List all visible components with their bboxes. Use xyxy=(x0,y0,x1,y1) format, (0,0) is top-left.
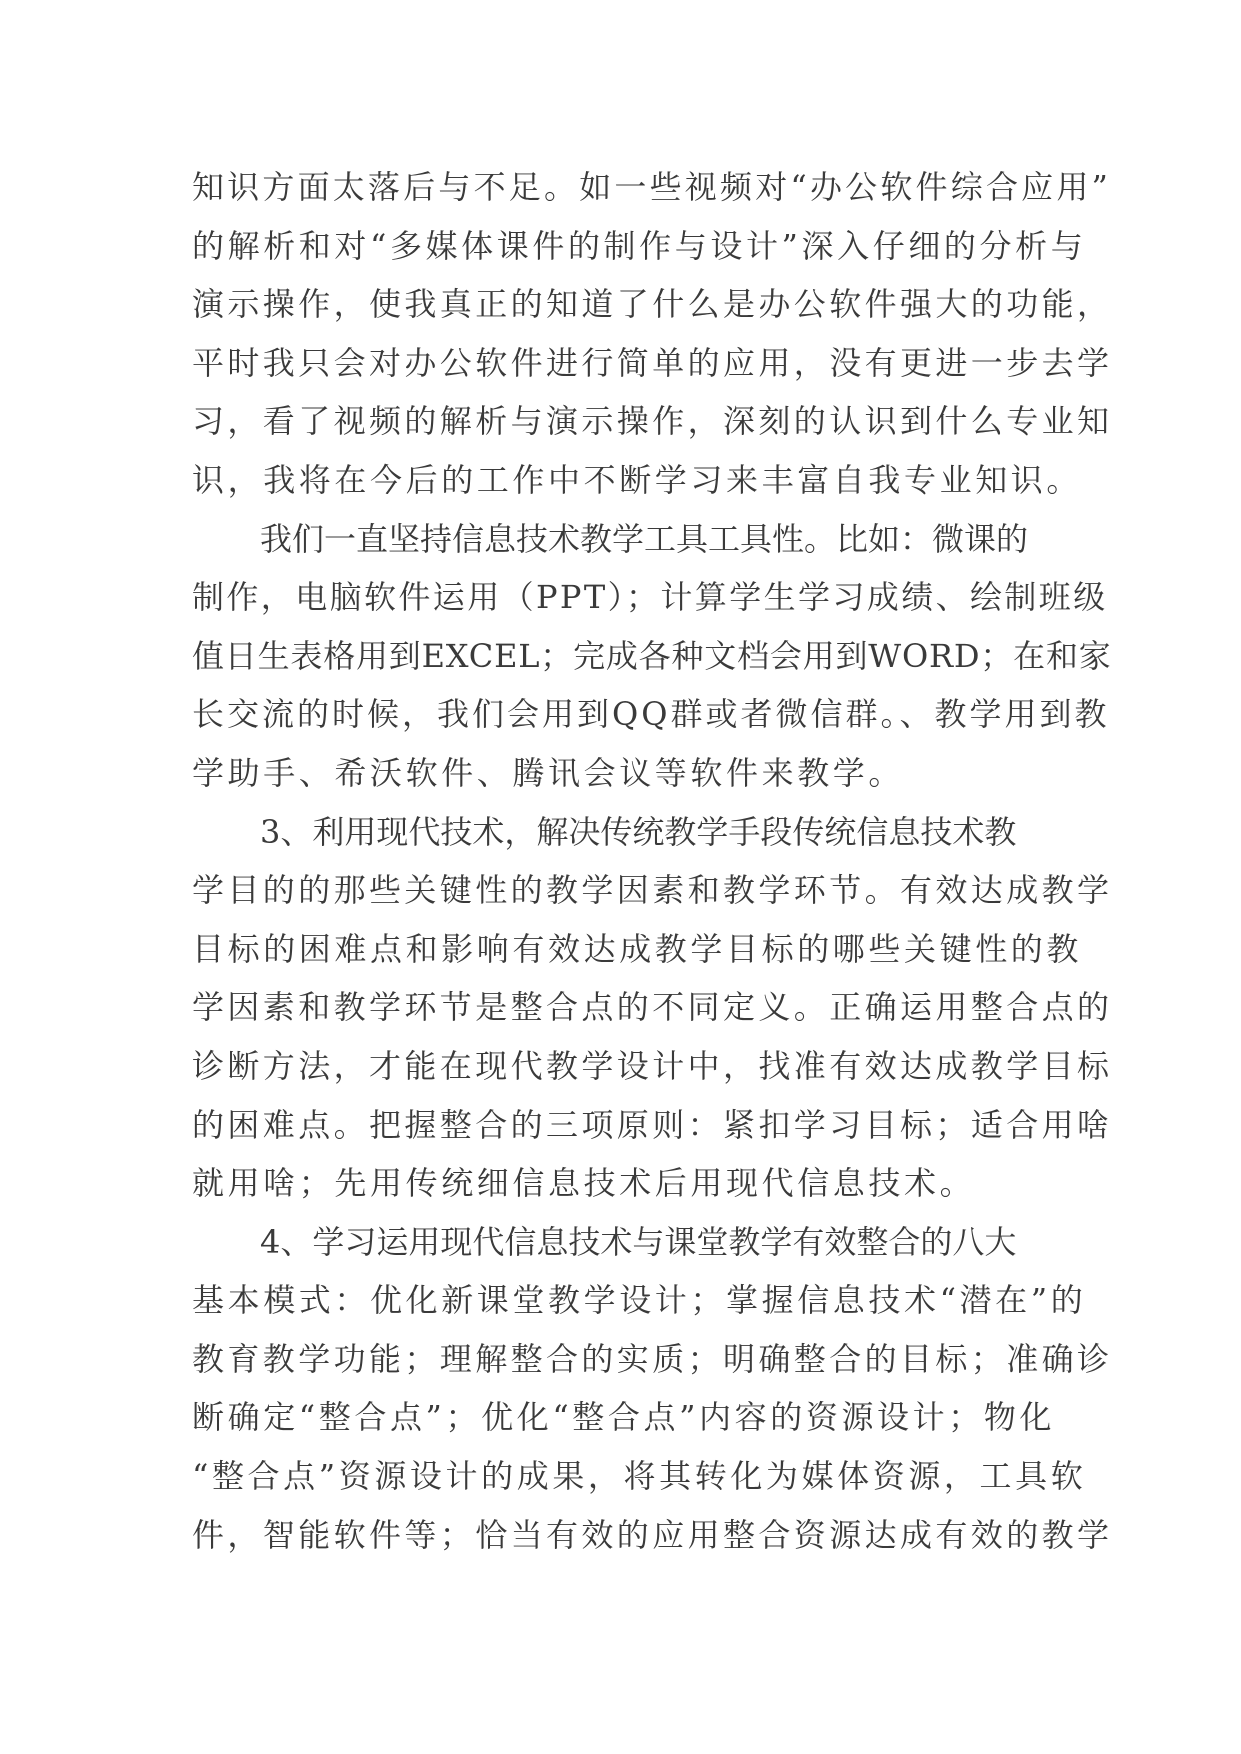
paragraph-first-line: 我们一直坚持信息技术教学工具工具性。比如：微课的 xyxy=(260,519,1029,558)
text-line: 的困难点。把握整合的三项原则：紧扣学习目标；适合用啥 xyxy=(192,1105,1113,1144)
text-line: 基本模式：优化新课堂教学设计；掌握信息技术“潜在”的 xyxy=(192,1281,1087,1320)
text-line: 就用啥；先用传统细信息技术后用现代信息技术。 xyxy=(192,1164,976,1203)
text-line: 演示操作，使我真正的知道了什么是办公软件强大的功能， xyxy=(192,285,1113,324)
text-line: 的解析和对“多媒体课件的制作与设计”深入仔细的分析与 xyxy=(192,226,1087,265)
text-line: 习，看了视频的解析与演示操作，深刻的认识到什么专业知 xyxy=(192,402,1113,441)
text-line: 学因素和教学环节是整合点的不同定义。正确运用整合点的 xyxy=(192,988,1113,1027)
text-line: 学助手、希沃软件、腾讯会议等软件来教学。 xyxy=(192,753,905,792)
text-line: 教育教学功能；理解整合的实质；明确整合的目标；准确诊 xyxy=(192,1339,1113,1378)
text-line: 目标的困难点和影响有效达成教学目标的哪些关键性的教 xyxy=(192,929,1083,968)
text-line: 件，智能软件等；恰当有效的应用整合资源达成有效的教学 xyxy=(192,1515,1113,1554)
paragraph-first-line: 3、利用现代技术，解决传统教学手段传统信息技术教 xyxy=(260,812,1017,851)
text-line: 诊断方法，才能在现代教学设计中，找准有效达成教学目标 xyxy=(192,1046,1113,1085)
text-line: 值日生表格用到EXCEL；完成各种文档会用到WORD；在和家 xyxy=(192,636,1112,675)
text-line: 制作，电脑软件运用（PPT）；计算学生学习成绩、绘制班级 xyxy=(192,578,1108,617)
paragraph-first-line: 4、学习运用现代信息技术与课堂教学有效整合的八大 xyxy=(260,1222,1017,1261)
text-line: 平时我只会对办公软件进行简单的应用，没有更进一步去学 xyxy=(192,343,1113,382)
text-line: 识，我将在今后的工作中不断学习来丰富自我专业知识。 xyxy=(192,460,1083,499)
body-text xyxy=(192,158,1113,1564)
text-line: 长交流的时候，我们会用到QQ群或者微信群。、教学用到教 xyxy=(192,695,1110,734)
text-line: 知识方面太落后与不足。如一些视频对“办公软件综合应用” xyxy=(192,168,1112,206)
text-line: “整合点”资源设计的成果，将其转化为媒体资源，工具软 xyxy=(192,1457,1087,1496)
text-line: 学目的的那些关键性的教学因素和教学环节。有效达成教学 xyxy=(192,871,1113,910)
text-line: 断确定“整合点”；优化“整合点”内容的资源设计；物化 xyxy=(192,1398,1056,1437)
